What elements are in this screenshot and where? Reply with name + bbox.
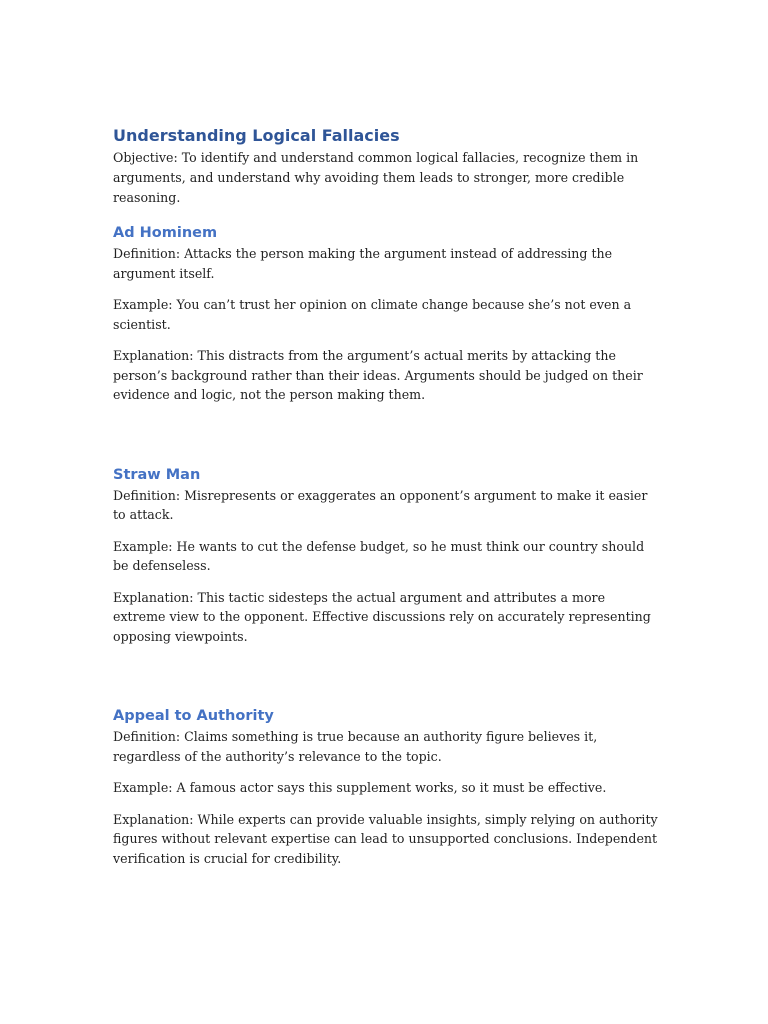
definition-paragraph: Definition: Claims something is true because an authority figure believes it, regardless of the authority’s relevance to the topic. [113,729,598,764]
document-body [113,124,661,868]
document-title: Understanding Logical Fallacies [113,126,400,145]
definition-paragraph: Definition: Attacks the person making the argument instead of addressing the argument itself. [113,246,613,281]
section-ad-hominem [113,222,661,405]
section-straw-man [113,464,661,647]
example-paragraph: Example: He wants to cut the defense budget, so he must think our country should be defenseless. [113,538,645,573]
section-heading: Appeal to Authority [113,708,274,724]
section-heading: Ad Hominem [113,225,218,241]
example-paragraph: Example: A famous actor says this supplement works, so it must be effective. [113,780,607,795]
section-appeal-to-authority [113,705,661,868]
explanation-paragraph: Explanation: While experts can provide valuable insights, simply relying on authority figures without relevant expertise can lead to unsupported conclusions. Independent verification is crucial for credibility. [113,811,658,866]
section-heading: Straw Man [113,466,201,483]
definition-paragraph: Definition: Misrepresents or exaggerates an opponent’s argument to make it easier to attack. [113,487,648,522]
objective-paragraph: Objective: To identify and understand common logical fallacies, recognize them in arguments, and understand why avoiding them leads to stronger, more credible reasoning. [113,150,639,205]
explanation-paragraph: Explanation: This distracts from the argument’s actual merits by attacking the person’s background rather than their ideas. Arguments should be judged on their evidence and logic, not the person making them. [113,348,643,402]
example-paragraph: Example: You can’t trust her opinion on climate change because she’s not even a scientist. [113,297,632,332]
explanation-paragraph: Explanation: This tactic sidesteps the actual argument and attributes a more extreme view to the opponent. Effective discussions rely on accurately representing opposing viewpoints. [113,589,651,644]
